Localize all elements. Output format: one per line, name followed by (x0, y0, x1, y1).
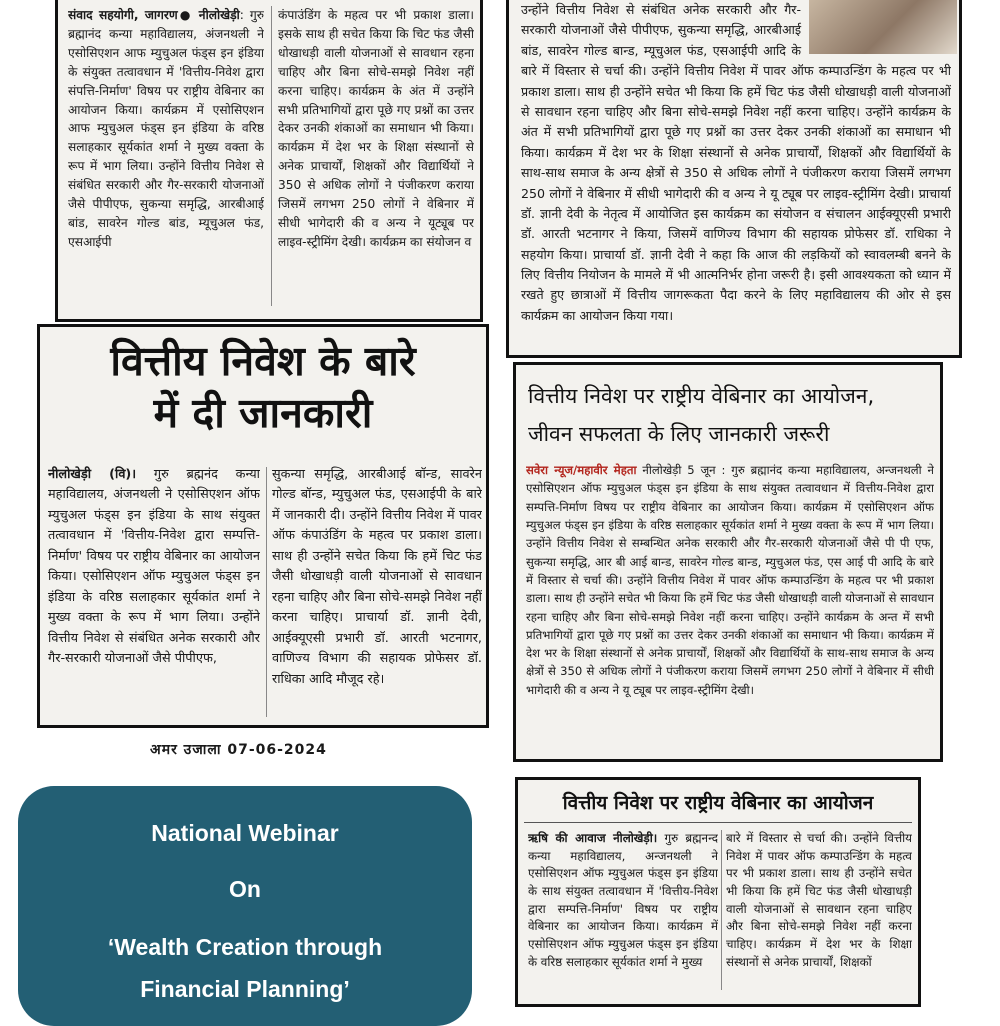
clip4-body (526, 461, 934, 755)
clip4-headline-line-2: जीवन सफलता के लिए जानकारी जरूरी (528, 422, 830, 446)
clip3-headline (40, 335, 486, 439)
clip3-column-1 (48, 465, 260, 719)
clip3-column-2 (272, 465, 482, 719)
national-webinar-banner (18, 786, 472, 1026)
newspaper-clip-rishi-ki-awaz (515, 777, 921, 1007)
clip3-column-1-text (48, 465, 260, 670)
clip3-dateline: नीलोखेड़ी (वि)। (48, 467, 137, 482)
clip3-headline-line-2: में दी जानकारी (153, 389, 373, 437)
clip1-column-2 (278, 6, 474, 318)
clip2-body (521, 0, 951, 346)
clip5-column-1-text (528, 830, 718, 972)
clip5-col1-body: गुरु ब्रह्मनन्द कन्या महाविद्यालय, अन्जनथली ने एसोसिएशन ऑफ म्युचुअल फंड्स इन इंडिया के साथ संयुक्त तत्वावधान में 'वित्तीय-निवेश द्वारा सम्पत्ति-निर्माण' विषय पर राष्ट्रीय वेबिनार का आयोजन किया। कार्यक्रम में एसोसिएशन ऑफ म्युचुअल फंड्स इन इंडिया के वरिष्ठ सलाहकार सूर्यकांत शर्मा ने मुख्य (528, 831, 718, 969)
clip4-headline-line-1: वित्तीय निवेश पर राष्ट्रीय वेबिनार का आयोजन, (528, 384, 875, 408)
clip4-text (526, 461, 934, 699)
clip4-dateline: सवेरा न्यूज/महावीर मेहता (526, 463, 637, 477)
clip5-col2-body: बारे में विस्तार से चर्चा की। उन्होंने वित्तीय निवेश में पावर ऑफ कम्पाउन्डिंग के महत्व पर भी प्रकाश डाला। साथ ही उन्होंने सचेत भी किया कि हमें चिट फंड जैसी धोखाधड़ी वाली योजनाओं से सावधान रहना चाहिए और बिना सोचे-समझे निवेश नहीं करना चाहिए। कार्यक्रम में देश भर के शिक्षा संस्थानों से अनेक प्राचार्यों, शिक्षकों (726, 831, 912, 969)
banner-on: On (229, 876, 261, 902)
clip1-column-1 (68, 6, 264, 318)
clip5-column-divider (721, 830, 722, 990)
source-caption-amar-ujala: अमर उजाला 07-06-2024 (150, 742, 327, 758)
newspaper-clip-savera (513, 362, 943, 762)
clip4-headline (528, 377, 932, 453)
clip5-column-2 (726, 830, 912, 1000)
newspaper-clip-top-right (506, 0, 962, 358)
newspaper-clip-amar-ujala (37, 324, 489, 728)
newspaper-clip-jagran (55, 0, 483, 322)
clip3-column-divider (266, 467, 267, 717)
clip3-headline-line-1: वित्तीय निवेश के बारे (110, 337, 416, 385)
banner-topic-line-2: Financial Planning’ (140, 976, 350, 1002)
clip3-col1-body: गुरु ब्रह्मनंद कन्या महाविद्यालय, अंजनथली ने एसोसिएशन ऑफ म्युचुअल फंड्स इन इंडिया के साथ संयुक्त तत्वावधान में 'वित्तीय-निवेश द्वारा सम्पत्ति-निर्माण' विषय पर राष्ट्रीय वेबिनार का आयोजन किया। एसोसिएशन ऑफ म्युचुअल फंड्स इन इंडिया के वरिष्ठ सलाहकार सूर्यकांत शर्मा ने मुख्य वक्ता के रूप में भाग लिया। उन्होंने वित्तीय निवेश से संबंधित अनेक सरकारी और गैर-सरकारी योजनाओं जैसे पीपीएफ, (48, 467, 260, 667)
clip2-text: उन्होंने वित्तीय निवेश से संबंधित अनेक सरकारी और गैर-सरकारी योजनाओं जैसे पीपीएफ, सुकन्या समृद्धि, आरबीआई बांड, सावरेन गोल्ड बान्ड, म्यूचुअल फंड, एसआईपी आदि के बारे में विस्तार से चर्चा की। उन्होंने वित्तीय निवेश में पावर ऑफ कम्पाउन्डिंग के महत्व पर भी प्रकाश डाला। साथ ही उन्होंने सचेत भी किया कि हमें चिट फंड जैसी धोखाधड़ी वाली योजनाओं से सावधान रहना चाहिए और बिना सोचे-समझे निवेश नहीं करना चाहिए। उन्होंने कार्यक्रम के अंत में सभी प्रतिभागियों द्वारा पूछे गए प्रश्नों का उत्तर देकर उनकी शंकाओं का समाधान भी किया। कार्यक्रम में देश भर के शिक्षा संस्थानों से अनेक प्राचार्यों, शिक्षकों और विद्यार्थियों के साथ-साथ समाज के अन्य क्षेत्रों से 350 से अधिक लोगों ने पंजीकरण कराया जिसमें लगभग 250 लोगों ने वेबिनार में सीधी भागेदारी की व अन्य ने यू ट्यूब पर लाइव-स्ट्रीमिंग देखी। प्राचार्या डॉ. ज्ञानी देवी के नेतृत्व में आयोजित इस कार्यक्रम का संयोजन व संचालन आईक्यूएसी प्रभारी डॉ. आरती भटनागर ने किया, जिसमें वाणिज्य विभाग की सहायक प्रोफेसर डॉ. राधिका ने सहयोग किया। प्राचार्या डॉ. ज्ञानी देवी ने कहा कि आज की लड़कियों को स्वावलम्बी बनने के लिए वित्तीय नियोजन के मामले में भी आत्मनिर्भर होना जरूरी है। इसी आवश्यकता को ध्यान में रखते हुए छात्राओं में वित्तीय जागरूकता पैदा करने के लिए महाविद्यालय की ओर से इस कार्यक्रम का आयोजन किया गया। (521, 2, 951, 323)
clip1-column-1-text (68, 6, 264, 252)
clip5-column-1 (528, 830, 718, 1000)
clip1-col1-body: : गुरु ब्रह्मानंद कन्या महाविद्यालय, अंजनथली ने एसोसिएशन आफ म्युचुअल फंड्स इन इंडिया के संयुक्त तत्वावधान में 'वित्तीय-निवेश द्वारा संपत्ति-निर्माण' विषय पर राष्ट्रीय वेबिनार का आयोजन किया। कार्यक्रम में एसोसिएशन आफ म्युचुअल फंड्स इन इंडिया के वरिष्ठ सलाहकार सूर्यकांत शर्मा ने मुख्य वक्ता के रूप में भाग लिया। उन्होंने वित्तीय निवेश से संबंधित सरकारी और गैर-सरकारी योजनाओं जैसे पीपीएफ, सुकन्या समृद्धि, आरबीआई बांड, सावरेन गोल्ड बांड, म्यूचुअल फंड, एसआईपी (68, 8, 264, 249)
banner-title: National Webinar (151, 820, 339, 846)
clip4-body-text: नीलोखेड़ी 5 जून : गुरु ब्रह्मानंद कन्या महाविद्यालय, अन्जनथली ने एसोसिएशन ऑफ म्युचुअल फंड्स इन इंडिया के साथ संयुक्त तत्वावधान में वित्तीय-निवेश द्वारा सम्पत्ति-निर्माण विषय पर राष्ट्रीय वेबिनार का आयोजन किया। कार्यक्रम में एसोसिएशन ऑफ म्युचुअल फंड्स इन इंडिया के वरिष्ठ सलाहकार सूर्यकांत शर्मा ने मुख्य वक्ता के रूप में भाग लिया। उन्होंने वित्तीय निवेश से सम्बन्धित अनेक सरकारी और गैर-सरकारी योजनाओं जैसे पी पी एफ, सुकन्या समृद्धि, आर बी आई बान्ड, सावरेन गोल्ड बान्ड, म्युचुअल फंड, एस आई पी आदि के बारे में विस्तार से चर्चा की। उन्होंने वित्तीय निवेश में पावर ऑफ कम्पाउन्डिंग के महत्व पर भी प्रकाश डाला। साथ ही उन्होंने सचेत भी किया कि हमें चिट फंड जैसी धोखाधड़ी वाली योजनाओं से सावधान रहना चाहिए और बिना सोचे-समझे निवेश नहीं करना चाहिए। उन्होंने कार्यक्रम के अन्त में सभी प्रतिभागियों द्वारा पूछे गए प्रश्नों का उत्तर देकर उनकी शंकाओं का समाधान भी किया। कार्यक्रम में देश भर के शिक्षा संस्थानों से अनेक प्राचार्यों, शिक्षकों और विद्यार्थियों के साथ-साथ समाज के अन्य क्षेत्रों से 350 से अधिक लोगों ने पंजीकरण कराया जिसमें लगभग 250 लोगों ने वेबिनार में सीधी भागेदारी की व अन्य ने यू ट्यूब पर लाइव-स्ट्रीमिंग देखी। (526, 463, 934, 697)
clip3-col2-body: सुकन्या समृद्धि, आरबीआई बॉन्ड, सावरेन गोल्ड बॉन्ड, म्युचुअल फंड, एसआईपी के बारे में जानकारी दी। उन्होंने वित्तीय निवेश में पावर ऑफ कंपाउंडिंग के महत्व पर प्रकाश डाला। साथ ही उन्होंने सचेत किया कि हमें चिट फंड जैसी धोखाधड़ी वाली योजनाओं से सावधान रहना चाहिए और बिना सोचे-समझे निवेश नहीं करना चाहिए। प्राचार्या डॉ. ज्ञानी देवी, आईक्यूएसी प्रभारी डॉ. आरती भटनागर, वाणिज्य विभाग की सहायक प्रोफेसर डॉ. राधिका आदि मौजूद रहे। (272, 467, 482, 687)
clip1-col2-body: कंपाउंडिंग के महत्व पर भी प्रकाश डाला। इसके साथ ही सचेत किया कि चिट फंड जैसी धोखाधड़ी वाली योजनाओं से सावधान रहना चाहिए और बिना सोचे-समझे निवेश नहीं करना चाहिए। कार्यक्रम के अंत में उन्होंने सभी प्रतिभागियों द्वारा पूछे गए प्रश्नों का उत्तर देकर उनकी शंकाओं का समाधान भी किया। कार्यक्रम में देश भर के शिक्षा संस्थानों से अनेक प्राचार्यों, शिक्षकों और विद्यार्थियों ने 350 से अधिक लोगों ने पंजीकरण कराया जिसमें लगभग 250 लोगों ने वेबिनार में सीधी भागेदारी की व अन्य ने यूट्यूब पर लाइव-स्ट्रीमिंग देखी। कार्यक्रम का संयोजन व (278, 8, 474, 249)
banner-topic-line-1: ‘Wealth Creation through (107, 934, 383, 960)
clip1-column-divider (271, 6, 272, 306)
clip5-dateline: ऋषि की आवाज नीलोखेड़ी। (528, 831, 658, 845)
clip5-headline: वित्तीय निवेश पर राष्ट्रीय वेबिनार का आयोजन (524, 790, 912, 823)
clip1-dateline: संवाद सहयोगी, जागरण● नीलोखेड़ी (68, 8, 240, 22)
